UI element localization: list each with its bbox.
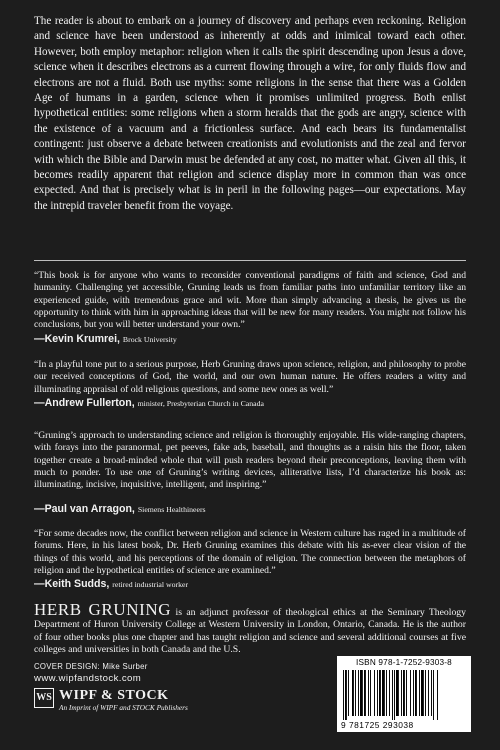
barcode-bar (352, 670, 354, 716)
barcode-bar (386, 670, 387, 716)
barcode-bar (431, 670, 432, 716)
endorser-affiliation: Brock University (122, 335, 177, 344)
endorsement-attribution (34, 333, 466, 346)
publisher-imprint: An Imprint of WIPF and STOCK Publishers (59, 703, 188, 712)
barcode-bar (433, 670, 434, 720)
isbn-barcode (337, 656, 471, 732)
barcode-bar (415, 670, 417, 716)
barcode-bar (419, 670, 420, 716)
author-bio-text: is an adjunct professor of theological ethics at the Seminary Theology Department of Huron University College at Western University in London, Ontario, Canada. He is the author of four other books plus one chapter and has taught religion and science and several additional courses at five colleges and universities in both Canada and the U.S. (34, 607, 466, 656)
barcode-bar (403, 670, 405, 716)
barcode-bar (394, 670, 395, 720)
publisher-website: www.wipfandstock.com (34, 673, 142, 684)
barcode-bar (392, 670, 393, 720)
barcode-bar (421, 670, 424, 716)
barcode-bar (413, 670, 414, 716)
publisher-name: WIPF & STOCK (59, 688, 169, 703)
barcode-bar (379, 670, 381, 716)
cover-design-credit: COVER DESIGN: Mike Surber (34, 662, 148, 671)
barcode-bar (368, 670, 369, 716)
endorser-affiliation: minister, Presbyterian Church in Canada (137, 399, 264, 408)
endorser-affiliation: Siemens Healthineers (137, 505, 206, 514)
publisher-logo-icon: WS (34, 688, 54, 708)
endorsement-attribution (34, 397, 466, 410)
barcode-bar (396, 670, 399, 716)
barcode-bar (425, 670, 426, 716)
barcode-bar (406, 670, 407, 716)
barcode-bar (364, 670, 366, 716)
barcode-bar (360, 670, 363, 716)
barcode-bar (401, 670, 402, 716)
barcode-bar (410, 670, 411, 716)
barcode-bar (389, 670, 390, 716)
barcode-bar (382, 670, 385, 716)
barcode-bar (345, 670, 347, 720)
endorsement-quote: “This book is for anyone who wants to reconsider conventional paradigms of faith and science, God and humanity. Challenging yet accessible, Gruning leads us from familiar paths into unfamiliar territory like an experienced guide, with tremendous grace and wit. More than simply advancing a thesis, he gives us the opportunity to think with him in approaching ideas that will be new for many readers. You might not follow his conclusions, but you will better understand your own.” (34, 270, 466, 331)
barcode-digits: 9 781725 293038 (341, 720, 414, 730)
endorsement-quote: “Gruning’s approach to understanding science and religion is thoroughly enjoyable. His wide-ranging chapters, with forays into the paranormal, pet peeves, fake ads, baseball, and thoughts as a raisin hits the floor, taken together create a broad-minded whole that will push readers beyond their preconceptions, leaving them with much to ponder. To use one of Gruning’s writing devices, alliterative lists, I’d characterize his book as: illuminating, incisive, inquisitive, intelligent, and inspiring.” (34, 430, 466, 491)
barcode-bar (348, 670, 349, 716)
barcode-bar (343, 670, 344, 720)
separator-rule (34, 260, 466, 261)
endorsement-attribution (34, 578, 466, 591)
barcode-bar (355, 670, 356, 716)
endorser-name: —Keith Sudds, (34, 578, 110, 590)
barcode-bar (428, 670, 429, 716)
endorser-name: —Paul van Arragon, (34, 503, 135, 515)
isbn-label: ISBN 978-1-7252-9303-8 (356, 658, 452, 667)
barcode-bar (437, 670, 438, 720)
barcode-bar (370, 670, 371, 716)
endorser-affiliation: retired industrial worker (112, 580, 189, 589)
barcode-bar (358, 670, 359, 716)
author-bio (34, 600, 466, 657)
barcode-bar (377, 670, 378, 716)
endorser-name: —Andrew Fullerton, (34, 397, 135, 409)
endorsement-quote: “For some decades now, the conflict between religion and science in Western culture has raged in a multitude of forums. Here, in his latest book, Dr. Herb Gruning examines this debate with his as-ever clear vision of the things of this world, and his perceptions of the domain of religion. The connection between the metaphors of religion and the hypothetical entities of science are examined.” (34, 528, 466, 576)
author-name: HERB GRUNING (34, 600, 172, 619)
endorsement-attribution (34, 503, 466, 516)
barcode-bar (374, 670, 375, 716)
endorsement-quote: “In a playful tone put to a serious purpose, Herb Gruning draws upon science, religion, and philosophy to probe our received conceptions of God, the world, and our own human nature. He offers readers a witty and illuminating appraisal of old religious questions, and some new ones as well.” (34, 359, 466, 395)
endorser-name: —Kevin Krumrei, (34, 333, 120, 345)
book-blurb: The reader is about to embark on a journey of discovery and perhaps even reckoning. Religion and science have been understood as inherently at odds and inimical toward each other. However, both employ metaphor: religion when it calls the spirit descending upon Jesus a dove, science when it describes electrons as a current flowing through a wire, for only fluids flow and electrons are not a fluid. Both use myths: some religions in the sense that there was a Golden Age of humans in a garden, science when it promises unlimited progress. Both enlist hypothetical entities: some religions when a storm heralds that the gods are angry, science with the existence of a vacuum and a frictionless surface. And each bears its fundamentalist contingent: just observe a debate between creationists and evolutionists and the zeal and fervor with which the Bible and Darwin must be defended at any cost, no matter what. Given all this, it becomes readily apparent that religion and science display more in common than was once expected. And that is precisely what is in peril in the following pages—our expectations. May the intrepid traveler benefit from the voyage. (34, 15, 466, 212)
